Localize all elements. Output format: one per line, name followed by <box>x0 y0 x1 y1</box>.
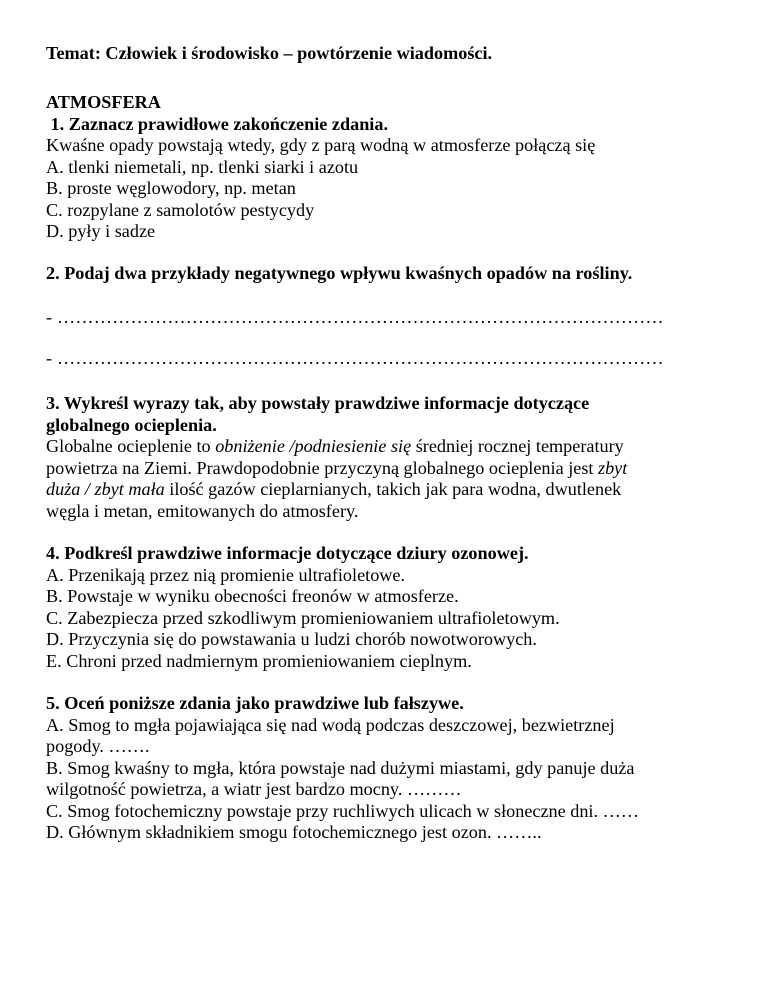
page-title: Temat: Człowiek i środowisko – powtórzenie wiadomości. <box>46 43 493 63</box>
q5-heading: 5. Oceń poniższe zdania jako prawdziwe lub fałszywe. <box>46 693 464 713</box>
q4-option-b: B. Powstaje w wyniku obecności freonów w atmosferze. <box>46 586 459 606</box>
q4-option-e: E. Chroni przed nadmiernym promieniowaniem cieplnym. <box>46 650 472 671</box>
q5-line-5: C. Smog fotochemiczny powstaje przy ruchliwych ulicach w słoneczne dni. …… <box>46 800 639 821</box>
q2-answer-line-1 <box>46 307 744 329</box>
q1-stem: Kwaśne opady powstają wtedy, gdy z parą wodną w atmosferze połączą się <box>46 135 596 155</box>
q1-option-c: C. rozpylane z samolotów pestycydy <box>46 199 315 220</box>
q5-line-3: B. Smog kwaśny to mgła, która powstaje nad dużymi miastami, gdy panuje duża <box>46 757 635 778</box>
q3-text-line1 <box>46 436 744 458</box>
q5-line-1: A. Smog to mgła pojawiająca się nad wodą podczas deszczowej, bezwietrznej <box>46 714 615 735</box>
q4-option-c: C. Zabezpiecza przed szkodliwym promieniowaniem ultrafioletowym. <box>46 607 560 628</box>
choice-option: zbyt <box>598 457 628 478</box>
q3-heading-line2: globalnego ocieplenia. <box>46 414 217 435</box>
text-run: ilość gazów cieplarnianych, takich jak para wodna, dwutlenek <box>164 479 622 499</box>
q4-option-a: A. Przenikają przez nią promienie ultrafioletowe. <box>46 564 406 585</box>
text-run: średniej rocznej temperatury <box>411 436 624 456</box>
q3-text-line2 <box>46 458 744 480</box>
q3-heading-line1: 3. Wykreśl wyrazy tak, aby powstały prawdziwe informacje dotyczące <box>46 393 590 413</box>
section-heading: ATMOSFERA <box>46 92 161 112</box>
q5-line-4: wilgotność powietrza, a wiatr jest bardzo mocny. ……… <box>46 779 462 799</box>
choice-option: obniżenie /podniesienie się <box>215 436 412 456</box>
text-run: powietrza na Ziemi. Prawdopodobnie przyczyną globalnego ocieplenia jest <box>46 457 599 478</box>
q1-option-a: A. tlenki niemetali, np. tlenki siarki i azotu <box>46 156 359 177</box>
q5-line-6: D. Głównym składnikiem smogu fotochemicznego jest ozon. …….. <box>46 822 542 842</box>
q3-block <box>46 393 744 522</box>
q1-heading: 1. Zaznacz prawidłowe zakończenie zdania. <box>46 113 389 134</box>
text-run: Globalne ocieplenie to <box>46 436 216 456</box>
answer-dotted-line: - ……………………………………………………………………………………… <box>46 307 664 327</box>
section-atmosfera <box>46 92 744 243</box>
q5-line-2: pogody. ……. <box>46 736 150 756</box>
q2-answer-line-2 <box>46 348 744 370</box>
q5-block <box>46 693 744 844</box>
q1-option-b: B. proste węglowodory, np. metan <box>46 178 296 198</box>
answer-dotted-line: - ……………………………………………………………………………………… <box>46 348 664 368</box>
q1-option-d: D. pyły i sadze <box>46 221 156 241</box>
q3-text-line4: węgla i metan, emitowanych do atmosfery. <box>46 500 359 521</box>
q4-option-d: D. Przyczynia się do powstawania u ludzi chorób nowotworowych. <box>46 629 537 649</box>
choice-option: duża / zbyt mała <box>46 479 165 499</box>
q3-text-line3 <box>46 479 744 501</box>
q4-heading: 4. Podkreśl prawdziwe informacje dotyczące dziury ozonowej. <box>46 543 529 563</box>
q4-block <box>46 543 744 672</box>
q2-heading: 2. Podaj dwa przykłady negatywnego wpływu kwaśnych opadów na rośliny. <box>46 263 633 283</box>
